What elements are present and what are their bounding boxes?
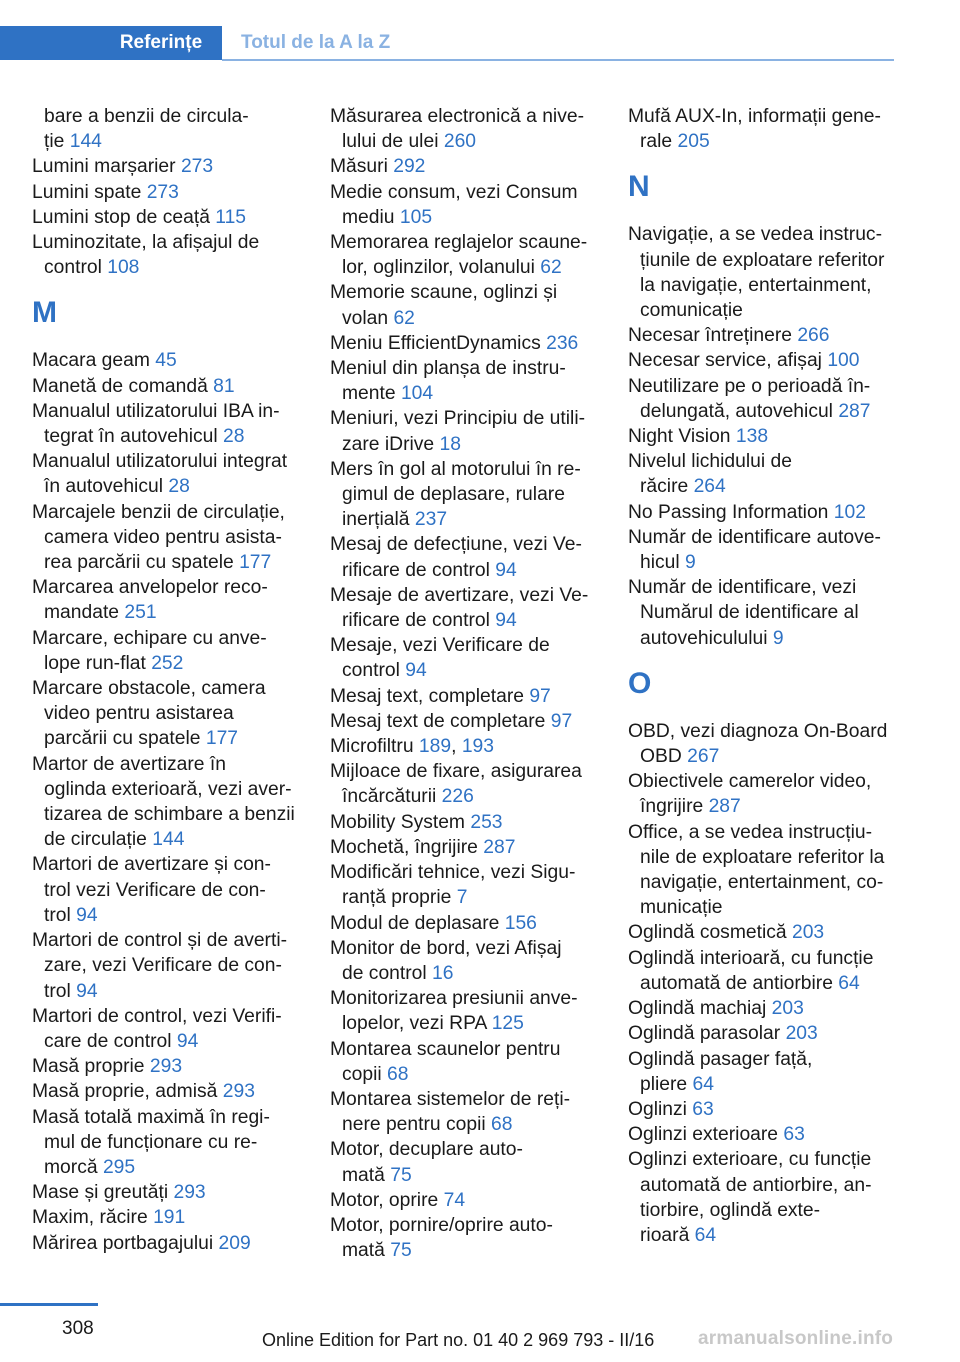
index-entry	[32, 1105, 304, 1181]
index-entry-term: Nivelul lichidului de răcire	[628, 451, 792, 498]
index-entry	[32, 1180, 304, 1205]
index-entry-term: Oglindă machiaj	[628, 998, 772, 1020]
index-entry	[32, 104, 304, 154]
page-reference-link[interactable]: 203	[785, 1023, 818, 1045]
index-entry-term: Obiectivele camerelor video, îngrijire	[628, 771, 872, 818]
index-entry-term: Necesar service, afișaj	[628, 350, 828, 372]
page-reference-link[interactable]: 125	[491, 1013, 524, 1035]
index-entry	[32, 575, 304, 625]
index-entry-term: Motor, oprire	[330, 1189, 444, 1211]
page-reference-link[interactable]: 94	[76, 904, 98, 926]
index-entry	[330, 280, 602, 330]
index-entry-term: Lumini stop de ceață	[32, 206, 216, 228]
page-reference-link[interactable]: 266	[797, 325, 830, 347]
page-reference-link[interactable]: 9	[772, 627, 784, 649]
page-reference-link[interactable]: 68	[491, 1114, 513, 1136]
page-reference-link[interactable]: 253	[470, 811, 503, 833]
page-reference-separator: ,	[451, 736, 462, 758]
index-entry-term: Număr de identificare, vezi Numărul de identificare al autovehiculului	[628, 577, 859, 649]
index-entry-term: Lumini spate	[32, 181, 147, 203]
page-reference-link[interactable]: 144	[69, 131, 102, 153]
index-entry-term: Oglinzi	[628, 1098, 693, 1120]
page-reference-link[interactable]: 273	[180, 156, 214, 178]
index-entry-term: Mijloace de fixare, asigurarea încărcăturii	[330, 761, 582, 808]
page-reference-link[interactable]: 267	[687, 746, 720, 768]
index-entry-term: OBD, vezi diagnoza On-Board OBD	[628, 720, 888, 768]
index-entry-term: No Passing Information	[628, 501, 834, 523]
page-reference-link[interactable]: 28	[168, 476, 190, 498]
page-reference-link[interactable]: 293	[173, 1182, 206, 1204]
index-letter-heading: O	[628, 666, 652, 700]
page-reference-link[interactable]: 62	[540, 257, 562, 279]
page-number: 308	[62, 1318, 94, 1339]
index-entry-term: Navigație, a se vedea instruc- țiunile de exploatare referitor la navigație, entertainment, comunicație	[628, 224, 885, 322]
index-entry-term: Oglindă parasolar	[628, 1023, 786, 1045]
page-reference-link[interactable]: 144	[152, 829, 185, 851]
index-entry-term: Mesaj text de completare	[330, 710, 551, 732]
page-reference-link[interactable]: 45	[155, 350, 177, 372]
page-reference-link[interactable]: 292	[393, 156, 426, 178]
index-entry-term: Mochetă, îngrijire	[330, 836, 484, 858]
index-entry	[628, 424, 902, 449]
index-entry	[628, 104, 902, 154]
index-entry	[330, 356, 602, 406]
index-entry-term: Manualul utilizatorului IBA in- tegrat în autovehicul	[32, 400, 280, 448]
index-entry	[330, 104, 602, 154]
index-entry	[32, 1205, 304, 1230]
page-reference-link[interactable]: 177	[205, 728, 239, 750]
index-entry	[628, 996, 902, 1021]
page-reference-link[interactable]: 18	[439, 433, 461, 455]
page-reference-link[interactable]: 100	[827, 350, 860, 372]
page-reference-link[interactable]: 74	[443, 1189, 466, 1211]
page-reference-link[interactable]: 260	[443, 131, 477, 153]
index-entry-term: Montarea scaunelor pentru copii	[330, 1038, 561, 1085]
index-entry	[32, 154, 304, 179]
index-entry	[330, 583, 602, 633]
header-divider	[222, 59, 894, 61]
page-reference-link[interactable]: 94	[495, 610, 517, 632]
index-entry	[628, 820, 902, 921]
index-entry-term: Măsurarea electronică a nive- lului de ulei	[330, 106, 584, 153]
index-entry	[32, 230, 304, 280]
page-reference-link[interactable]: 64	[838, 972, 860, 994]
page-reference-link[interactable]: 295	[102, 1156, 136, 1178]
index-entry	[32, 676, 304, 752]
index-entry	[330, 406, 602, 456]
index-entry	[628, 769, 902, 819]
header-chapter-tab[interactable]: Totul de la A la Z	[241, 32, 391, 53]
index-entry	[330, 810, 602, 835]
index-entry-term: Masă proprie	[32, 1056, 150, 1078]
index-entry-term: bare a benzii de circula- ție	[44, 106, 249, 153]
index-entry-term: Modificări tehnice, vezi Sigu- ranță proprie	[330, 862, 576, 909]
page-reference-link[interactable]: 193	[461, 736, 494, 758]
index-entry-term: Mers în gol al motorului în re- gimul de deplasare, rulare inerțială	[330, 458, 581, 531]
index-entry-term: Microfiltru	[330, 736, 419, 758]
index-entry	[628, 525, 902, 575]
page-reference-link[interactable]: 104	[400, 383, 434, 405]
index-entry-term: Oglindă pasager față, pliere	[628, 1048, 813, 1095]
index-entry	[32, 852, 304, 928]
index-entry	[330, 1188, 602, 1213]
page-reference-link[interactable]: 94	[405, 660, 427, 682]
index-entry	[628, 374, 902, 424]
index-entry	[330, 154, 602, 179]
index-entry	[32, 1079, 304, 1104]
index-entry-term: Night Vision	[628, 426, 736, 448]
index-entry	[628, 719, 902, 769]
index-entry	[628, 323, 902, 348]
index-entry	[330, 1137, 602, 1187]
page-reference-link[interactable]: 94	[495, 559, 517, 581]
page-reference-link[interactable]: 62	[393, 307, 415, 329]
index-entry-term: Office, a se vedea instrucțiu- nile de exploatare referitor la navigație, entertainment, co- municație	[628, 821, 885, 919]
index-entry-term: Manetă de comandă	[32, 375, 214, 397]
index-entry-term: Mobility System	[330, 811, 471, 833]
index-entry	[628, 500, 902, 525]
index-entry-term: Luminozitate, la afișajul de control	[32, 232, 260, 279]
index-entry	[330, 936, 602, 986]
index-entry	[628, 1122, 902, 1147]
index-entry-term: Memorarea reglajelor scaune- lor, oglinzilor, volanului	[330, 232, 588, 279]
index-entry-term: Mesaje de avertizare, vezi Ve- rificare de control	[330, 584, 589, 632]
index-entry	[330, 835, 602, 860]
index-entry-term: Masă proprie, admisă	[32, 1081, 223, 1103]
page-reference-link[interactable]: 75	[390, 1240, 412, 1262]
page-reference-link[interactable]: 203	[771, 998, 804, 1020]
page-reference-link[interactable]: 94	[176, 1030, 199, 1052]
index-entry-term: Maxim, răcire	[32, 1207, 154, 1229]
page-reference-link[interactable]: 293	[149, 1056, 183, 1078]
index-entry-term: Lumini marșarier	[32, 156, 181, 178]
index-entry-term: Modul de deplasare	[330, 912, 505, 934]
index-entry	[32, 374, 304, 399]
index-entry	[32, 1231, 304, 1256]
watermark-text: armanualsonline.info	[698, 1328, 894, 1349]
page-reference-link[interactable]: 251	[124, 602, 157, 624]
index-entry-term: Memorie scaune, oglinzi și volan	[330, 282, 558, 329]
index-entry-term: Manualul utilizatorului integrat în autovehicul	[32, 451, 288, 498]
page-reference-link[interactable]: 105	[399, 206, 433, 228]
index-entry	[330, 684, 602, 709]
index-entry	[330, 180, 602, 230]
index-entry	[330, 457, 602, 533]
index-entry-term: Marcajele benzii de circulație, camera video pentru asista- rea parcării cu spatele	[32, 501, 285, 574]
index-entry	[32, 180, 304, 205]
index-entry-term: Martori de avertizare și con- trol vezi Verificare de con- trol	[32, 854, 271, 926]
page-reference-link[interactable]: 94	[76, 980, 98, 1002]
index-entry-term: Măsuri	[330, 156, 394, 178]
page-reference-link[interactable]: 191	[153, 1207, 186, 1229]
index-entry-term: Oglindă cosmetică	[628, 922, 792, 944]
index-entry-term: Marcare obstacole, camera video pentru asistarea parcării cu spatele	[32, 678, 266, 750]
index-entry	[32, 626, 304, 676]
page-reference-link[interactable]: 273	[146, 181, 179, 203]
page-reference-link[interactable]: 287	[483, 836, 516, 858]
page-reference-link[interactable]: 108	[107, 257, 140, 279]
index-entry-term: Oglinzi exterioare	[628, 1124, 784, 1146]
index-entry	[330, 709, 602, 734]
index-entry-term: Monitor de bord, vezi Afișaj de control	[330, 937, 562, 984]
index-entry	[330, 1213, 602, 1263]
edition-note: Online Edition for Part no. 01 40 2 969 793 - II/16	[262, 1330, 655, 1350]
index-entry	[330, 860, 602, 910]
index-letter-heading: M	[32, 296, 57, 330]
index-entry	[330, 532, 602, 582]
index-entry	[330, 1037, 602, 1087]
index-entry-term: Monitorizarea presiunii anve- lopelor, vezi RPA	[330, 988, 578, 1035]
index-entry-term: Masă totală maximă în regi- mul de funcționare cu re- morcă	[32, 1106, 270, 1178]
header-section-tab[interactable]: Referințe	[100, 26, 222, 60]
index-entry	[628, 575, 902, 651]
index-entry-term: Mesaj text, completare	[330, 685, 530, 707]
page-reference-link[interactable]: 7	[456, 887, 468, 909]
index-entry-term: Martor de avertizare în oglinda exterioară, vezi aver- tizarea de schimbare a benzii de circulație	[32, 753, 295, 851]
page-reference-link[interactable]: 203	[791, 922, 825, 944]
page-reference-link[interactable]: 75	[390, 1164, 412, 1186]
index-entry	[32, 399, 304, 449]
index-entry-term: Martori de control și de averti- zare, vezi Verificare de con- trol	[32, 930, 288, 1002]
page-reference-link[interactable]: 237	[414, 509, 448, 531]
footer-rule	[0, 1303, 98, 1306]
index-column-1	[32, 104, 304, 1256]
page-reference-link[interactable]: 252	[151, 652, 184, 674]
index-column-2	[330, 104, 602, 1263]
index-entry-term: Marcare, echipare cu anve- lope run-flat	[32, 627, 267, 674]
page-reference-link[interactable]: 64	[692, 1073, 714, 1095]
index-entry	[32, 449, 304, 499]
page-reference-link[interactable]: 28	[223, 426, 245, 448]
index-entry-term: Mesaj de defecțiune, vezi Ve- rificare de control	[330, 534, 582, 581]
index-entry-term: Medie consum, vezi Consum mediu	[330, 181, 578, 228]
index-entry	[330, 734, 602, 759]
page-reference-link[interactable]: 9	[685, 552, 696, 574]
index-entry	[32, 1004, 304, 1054]
header-bar	[0, 26, 100, 60]
index-entry-term: Meniul din planșa de instru- mente	[330, 358, 566, 405]
index-entry-term: Mărirea portbagajului	[32, 1232, 219, 1254]
page-reference-link[interactable]: 16	[432, 962, 454, 984]
page-reference-link[interactable]: 97	[529, 685, 551, 707]
index-entry	[330, 331, 602, 356]
page-reference-link[interactable]: 287	[838, 400, 871, 422]
page-reference-link[interactable]: 97	[550, 710, 573, 732]
page-reference-link[interactable]: 68	[387, 1063, 409, 1085]
page-reference-link[interactable]: 63	[692, 1098, 714, 1120]
page-reference-link[interactable]: 138	[735, 426, 769, 448]
index-entry	[628, 1047, 902, 1097]
page-reference-link[interactable]: 64	[694, 1224, 717, 1246]
page-reference-link[interactable]: 156	[504, 912, 537, 934]
index-entry	[330, 911, 602, 936]
page-reference-link[interactable]: 81	[213, 375, 235, 397]
page-reference-link[interactable]: 177	[239, 552, 272, 574]
page-reference-link[interactable]: 102	[833, 501, 866, 523]
index-entry	[330, 759, 602, 809]
page-reference-link[interactable]: 115	[215, 206, 247, 228]
index-entry	[32, 500, 304, 576]
page-reference-link[interactable]: 63	[783, 1124, 805, 1146]
page-reference-link[interactable]: 264	[693, 476, 726, 498]
index-entry-term: Necesar întreținere	[628, 325, 798, 347]
index-entry-term: Motor, decuplare auto- mată	[330, 1139, 523, 1186]
index-entry	[628, 222, 902, 323]
index-entry	[628, 946, 902, 996]
index-entry	[628, 449, 902, 499]
index-entry-term: Motor, pornire/oprire auto- mată	[330, 1214, 553, 1262]
index-entry	[330, 1087, 602, 1137]
index-entry-term: Martori de control, vezi Verifi- care de control	[32, 1005, 282, 1052]
page-reference-link[interactable]: 189	[418, 736, 452, 758]
index-entry-term: Montarea sistemelor de reți- nere pentru copii	[330, 1088, 571, 1136]
page-reference-link[interactable]: 209	[218, 1232, 251, 1254]
index-entry	[628, 920, 902, 945]
index-entry	[32, 205, 304, 230]
index-entry	[32, 1054, 304, 1079]
index-entry-term: Oglindă interioară, cu funcție automată de antiorbire	[628, 947, 874, 994]
index-entry	[32, 348, 304, 373]
index-entry	[32, 752, 304, 853]
index-entry-term: Mesaje, vezi Verificare de control	[330, 635, 550, 682]
page-reference-link[interactable]: 236	[546, 332, 579, 354]
index-entry	[628, 1021, 902, 1046]
index-entry	[628, 1147, 902, 1248]
index-entry	[330, 986, 602, 1036]
page-header	[0, 0, 960, 64]
index-entry	[330, 230, 602, 280]
index-entry	[628, 348, 902, 373]
page-reference-link[interactable]: 226	[441, 786, 474, 808]
index-entry-term: Neutilizare pe o perioadă în- delungată, autovehicul	[628, 375, 871, 422]
index-entry	[330, 633, 602, 683]
page-reference-link[interactable]: 287	[708, 796, 741, 818]
page-reference-link[interactable]: 293	[222, 1081, 255, 1103]
index-entry-term: Macara geam	[32, 350, 156, 372]
index-entry-term: Meniuri, vezi Principiu de utili- zare iDrive	[330, 408, 586, 455]
index-entry-term: Mase și greutăți	[32, 1182, 174, 1204]
index-column-3	[628, 104, 902, 1248]
index-entry-term: Număr de identificare autove- hicul	[628, 526, 881, 574]
index-entry	[32, 928, 304, 1004]
index-entry-term: Mufă AUX-In, informații gene- rale	[628, 106, 881, 153]
index-entry-term: Meniu EfficientDynamics	[330, 332, 547, 354]
page-reference-link[interactable]: 205	[677, 131, 710, 153]
index-entry	[628, 1097, 902, 1122]
index-entry-term: Oglinzi exterioare, cu funcție automată de antiorbire, an- tiorbire, oglindă exte- rioară	[628, 1149, 872, 1246]
index-entry-term: Marcarea anvelopelor reco- mandate	[32, 577, 268, 624]
index-letter-heading: N	[628, 170, 650, 204]
